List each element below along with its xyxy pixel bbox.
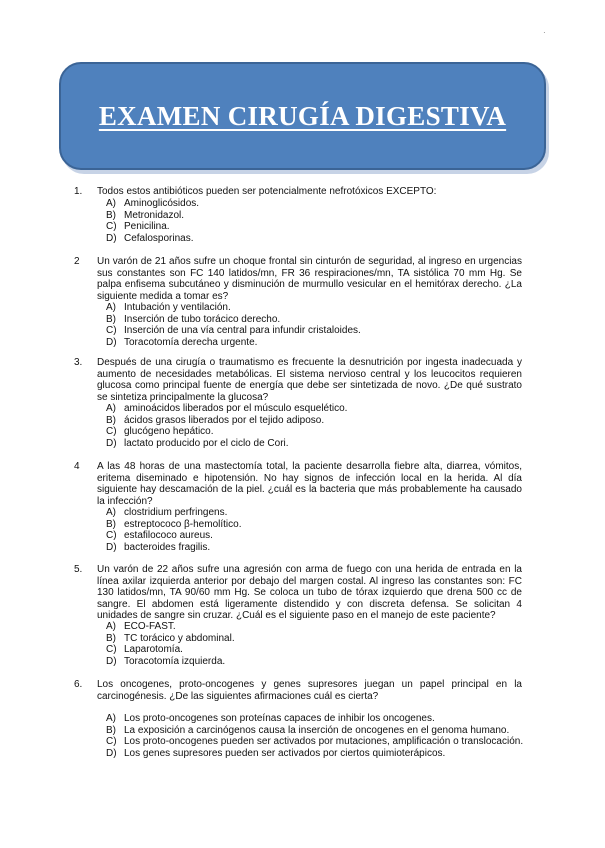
page-title: EXAMEN CIRUGÍA DIGESTIVA <box>98 100 507 131</box>
option-b: B) Inserción de tubo torácico derecho. <box>106 313 281 325</box>
option-a: A) Intubación y ventilación. <box>106 302 231 313</box>
question-text: Después de una cirugía o traumatismo es frecuente la desnutrición por ingesta inadecuada y aumento de necesidades metabólicas. El sistema nervioso central y los leucocitos requieren glucosa como principal fuente de energía que debe ser sintetizada de novo. ¿De qué sustrato se sintetiza principalmente la glucosa? <box>97 357 522 403</box>
option-d: D) Cefalosporinas. <box>106 232 194 244</box>
option-c: C) Laparotomía. <box>106 644 183 656</box>
option-d: D) bacteroides fragilis. <box>106 541 211 553</box>
question-text: Un varón de 21 años sufre un choque frontal sin cinturón de seguridad, al ingreso en urgencias sus constantes son FC 140 latidos/mn, FR 36 respiraciones/mn, TA sistólica 70 mm Hg. Se palpa enfisema subcutáneo y disminución de murmullo vesicular en el hemitórax derecho. ¿La siguiente medida a tomar es? <box>97 256 522 302</box>
option-b: B) estreptococo β-hemolítico. <box>106 518 242 530</box>
option-d: D) lactato producido por el ciclo de Cori. <box>106 437 289 449</box>
option-list <box>106 713 536 759</box>
option-c: C) estafilococo aureus. <box>106 530 213 542</box>
option-list <box>106 507 536 553</box>
option-c: C) Inserción de una vía central para infundir cristaloides. <box>106 325 361 337</box>
corner-dot: · <box>543 28 546 37</box>
question-number: 4 <box>74 461 80 472</box>
option-list <box>106 302 536 348</box>
option-list <box>106 403 536 449</box>
option-a: A) ECO-FAST. <box>106 621 176 632</box>
option-a: A) Aminoglicósidos. <box>106 198 200 209</box>
option-d: D) Toracotomía izquierda. <box>106 655 226 667</box>
question-text: Un varón de 22 años sufre una agresión con arma de fuego con una herida de entrada en la línea axilar izquierda anterior por debajo del margen costal. Al ingreso las constantes son: FC 130 latidos/mn, TA 90/60 mm Hg. Se coloca un tubo de tórax izquierdo que drena 500 cc de sangre. El abdomen está ligeramente distendido y con discreta defensa. Se solicitan 4 unidades de sangre sin cruzar. ¿Cuál es el siguiente paso en el manejo de este paciente? <box>97 564 522 621</box>
option-b: B) Metronidazol. <box>106 209 185 221</box>
question-text: Los oncogenes, proto-oncogenes y genes supresores juegan un papel principal en la carcinogénesis. ¿De las siguientes afirmaciones cuál es cierta? <box>97 679 522 702</box>
option-a: A) Los proto-oncogenes son proteínas capaces de inhibir los oncogenes. <box>106 713 435 724</box>
question-number: 2 <box>74 256 80 267</box>
option-b: B) TC torácico y abdominal. <box>106 632 235 644</box>
question-number: 3. <box>74 357 83 368</box>
question-number: 6. <box>74 679 83 690</box>
option-c: C) Penicilina. <box>106 221 170 233</box>
question-text: A las 48 horas de una mastectomía total, la paciente desarrolla fiebre alta, diarrea, vómitos, eritema diseminado e hipotensión. No hay signos de infección local en la herida. Al día siguiente hay descamación de la piel. ¿cuál es la bacteria que más probablemente ha causado la infección? <box>97 461 522 507</box>
option-c: C) glucógeno hepático. <box>106 426 214 438</box>
question-number: 5. <box>74 564 83 575</box>
option-b: B) La exposición a carcinógenos causa la inserción de oncogenes en el genoma humano. <box>106 724 510 736</box>
option-c: C) Los proto-oncogenes pueden ser activados por mutaciones, amplificación o translocación. <box>106 736 524 748</box>
option-a: A) clostridium perfringens. <box>106 507 228 518</box>
option-list <box>106 621 536 667</box>
question-text: Todos estos antibióticos pueden ser potencialmente nefrotóxicos EXCEPTO: <box>97 186 437 197</box>
option-b: B) ácidos grasos liberados por el tejido adiposo. <box>106 414 325 426</box>
question-number: 1. <box>74 186 83 197</box>
option-list <box>106 198 536 244</box>
option-a: A) aminoácidos liberados por el músculo esquelético. <box>106 403 348 414</box>
title-banner <box>59 62 546 170</box>
option-d: D) Toracotomía derecha urgente. <box>106 336 258 348</box>
option-d: D) Los genes supresores pueden ser activados por ciertos quimioterápicos. <box>106 747 446 759</box>
